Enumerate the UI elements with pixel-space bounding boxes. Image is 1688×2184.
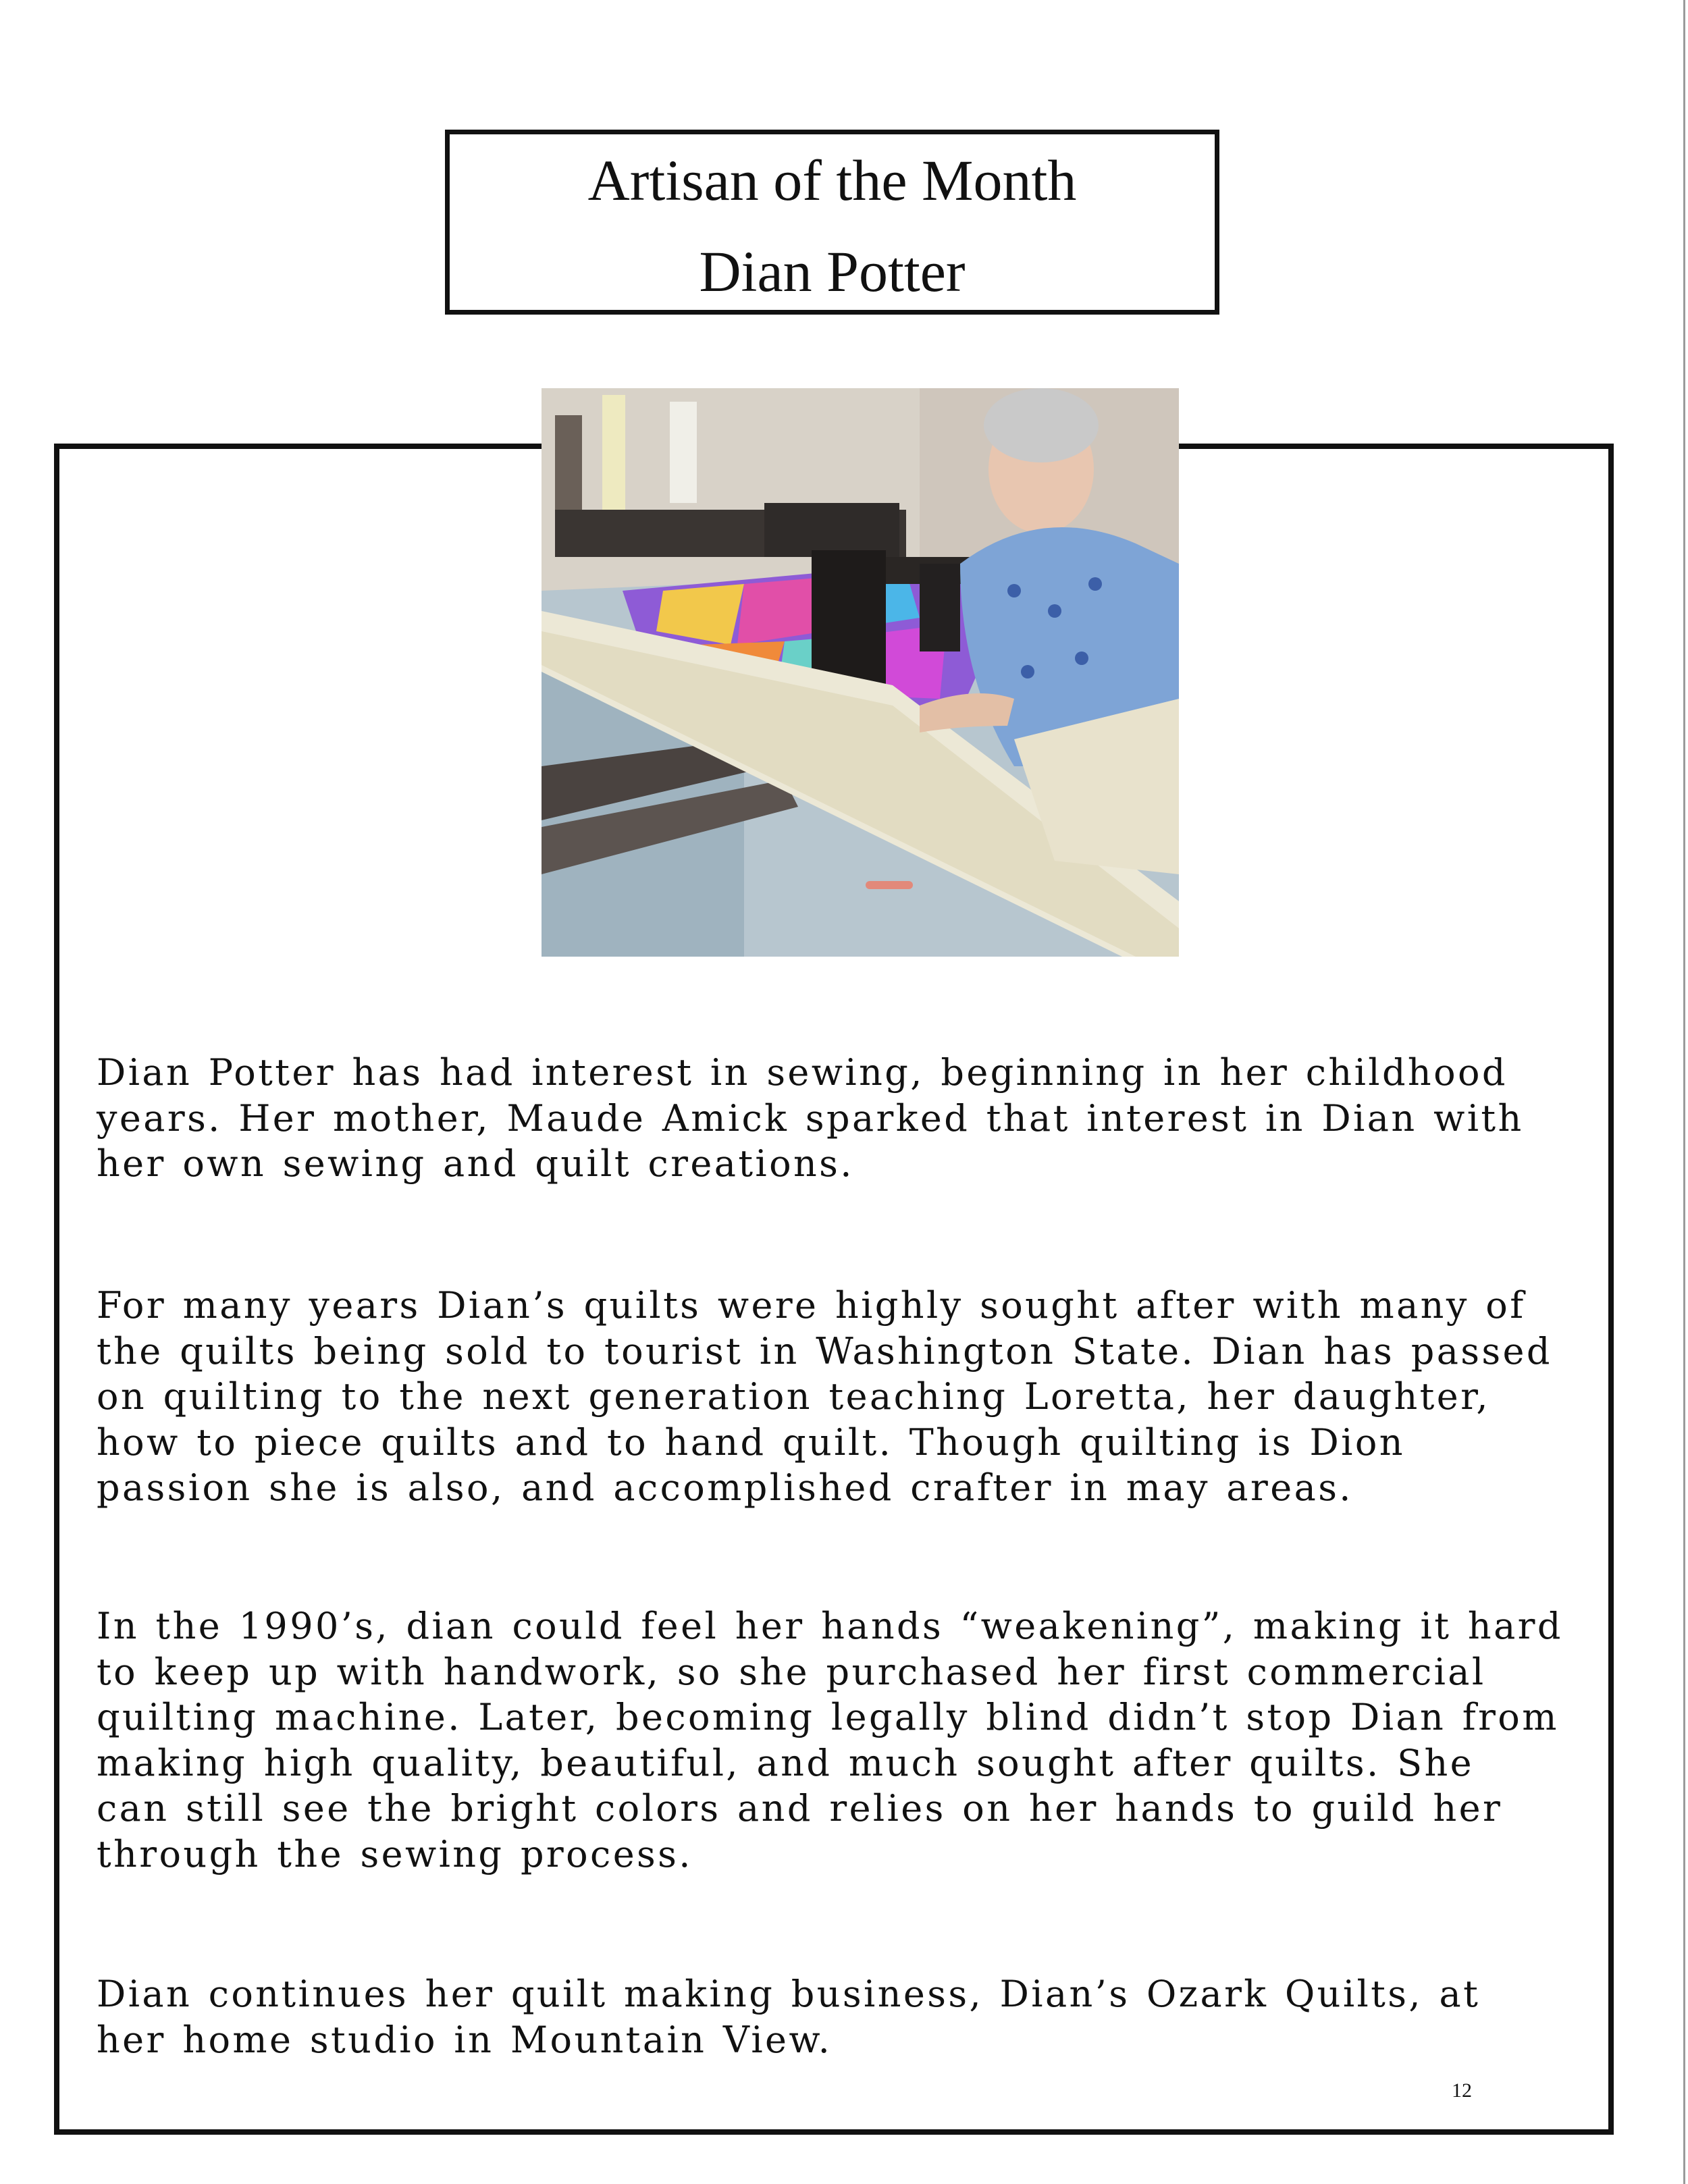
paragraph-line: years. Her mother, Maude Amick sparked that interest in Dian with [97, 1096, 1524, 1140]
paragraph-2 [97, 1283, 1595, 1511]
paragraph-line: For many years Dian’s quilts were highly sought after with many of [97, 1284, 1526, 1327]
quilting-machine-photo [542, 388, 1179, 957]
paragraph-line: to keep up with handwork, so she purchased her first commercial [97, 1650, 1486, 1693]
paragraph-line: her own sewing and quilt creations. [97, 1142, 854, 1185]
paragraph-line: on quilting to the next generation teaching Loretta, her daughter, [97, 1375, 1490, 1418]
paragraph-line: through the sewing process. [97, 1832, 693, 1875]
paragraph-line: In the 1990’s, dian could feel her hands “weakening”, making it hard [97, 1605, 1563, 1647]
paragraph-line: quilting machine. Later, becoming legally blind didn’t stop Dian from [97, 1696, 1559, 1738]
paragraph-line: making high quality, beautiful, and much sought after quilts. She [97, 1741, 1475, 1784]
paragraph-line: Dian continues her quilt making business, Dian’s Ozark Quilts, at [97, 1973, 1481, 2015]
paragraph-line: can still see the bright colors and relies on her hands to guild her [97, 1787, 1503, 1830]
title-box [445, 130, 1219, 315]
paragraph-line: the quilts being sold to tourist in Washington State. Dian has passed [97, 1329, 1552, 1373]
page-number: 12 [1452, 2079, 1472, 2102]
paragraph-line: how to piece quilts and to hand quilt. Though quilting is Dion [97, 1420, 1405, 1464]
page-edge-line [1683, 0, 1685, 2184]
paragraph-3 [97, 1603, 1595, 1877]
artisan-name: Dian Potter [699, 239, 966, 304]
page-title: Artisan of the Month [587, 148, 1077, 213]
paragraph-4 [97, 1971, 1595, 2062]
paragraph-line: Dian Potter has had interest in sewing, beginning in her childhood [97, 1051, 1508, 1094]
paragraph-line: passion she is also, and accomplished crafter in may areas. [97, 1466, 1353, 1509]
paragraph-line: her home studio in Mountain View. [97, 2018, 833, 2061]
paragraph-1 [97, 1050, 1595, 1187]
